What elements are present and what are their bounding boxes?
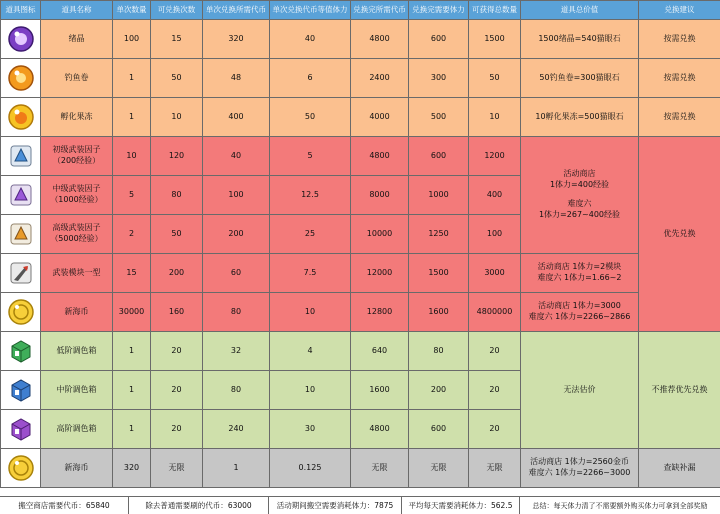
item-name: 武装模块一型 — [41, 254, 113, 293]
footer-label: 搬空商店需要代币： — [18, 500, 86, 511]
total-cost: 4800 — [351, 410, 409, 449]
cost-per-exchange: 80 — [203, 293, 270, 332]
footer-daily-stamina — [402, 497, 520, 514]
blue-dye-box-icon — [6, 375, 36, 405]
footer-total-stamina — [269, 497, 402, 514]
table-row — [1, 20, 720, 59]
header-cell: 道具图标 — [1, 1, 41, 20]
item-icon-cell — [1, 371, 41, 410]
item-name: 新海币 — [41, 449, 113, 488]
stamina-per-exchange: 4 — [270, 332, 351, 371]
header-cell: 单次兑换代币等值体力 — [270, 1, 351, 20]
total-stamina: 1500 — [409, 254, 469, 293]
footer-total-tokens — [0, 497, 129, 514]
table-row — [1, 137, 720, 176]
cost-per-exchange: 400 — [203, 98, 270, 137]
total-stamina: 1000 — [409, 176, 469, 215]
item-name: 孵化果冻 — [41, 98, 113, 137]
cost-per-exchange: 60 — [203, 254, 270, 293]
cost-per-exchange: 40 — [203, 137, 270, 176]
total-stamina: 600 — [409, 20, 469, 59]
single-qty: 10 — [113, 137, 151, 176]
total-stamina: 200 — [409, 371, 469, 410]
total-stamina: 无限 — [409, 449, 469, 488]
header-cell: 可获得总数量 — [469, 1, 521, 20]
exchange-times: 200 — [151, 254, 203, 293]
green-dye-box-icon — [6, 336, 36, 366]
footer-value: 65840 — [86, 501, 110, 510]
value-line: 活动商店 — [522, 169, 637, 180]
item-icon-cell — [1, 98, 41, 137]
exchange-times: 20 — [151, 371, 203, 410]
total-stamina: 300 — [409, 59, 469, 98]
total-qty: 20 — [469, 332, 521, 371]
value-line: 难度六 — [522, 199, 637, 210]
item-name: 高阶调色箱 — [41, 410, 113, 449]
exchange-times: 10 — [151, 98, 203, 137]
summary-footer — [0, 496, 720, 514]
table-row — [1, 332, 720, 371]
exchange-advice: 按需兑换 — [639, 59, 720, 98]
item-name: 中级武装因子（1000经验） — [41, 176, 113, 215]
armor-module-icon — [6, 258, 36, 288]
value-line: 难度六 1体力=2266~2866 — [522, 312, 637, 323]
item-value: 10孵化果冻=500猫眼石 — [521, 98, 639, 137]
exchange-times: 20 — [151, 332, 203, 371]
total-stamina: 600 — [409, 410, 469, 449]
total-cost: 10000 — [351, 215, 409, 254]
single-qty: 15 — [113, 254, 151, 293]
item-icon-cell — [1, 293, 41, 332]
last-value-cell — [521, 449, 639, 488]
total-cost: 4000 — [351, 98, 409, 137]
total-cost: 4800 — [351, 137, 409, 176]
total-stamina: 600 — [409, 137, 469, 176]
stamina-per-exchange: 30 — [270, 410, 351, 449]
footer-value: 每天体力清了不需要额外购买体力可拿到全部奖励 — [554, 501, 708, 511]
gold-armor-factor-icon — [6, 219, 36, 249]
total-stamina: 1600 — [409, 293, 469, 332]
footer-summary — [520, 497, 720, 514]
total-cost: 640 — [351, 332, 409, 371]
item-icon-cell — [1, 254, 41, 293]
item-icon-cell — [1, 332, 41, 371]
purple-armor-factor-icon — [6, 180, 36, 210]
footer-value: 7875 — [374, 501, 393, 510]
stamina-per-exchange: 50 — [270, 98, 351, 137]
stamina-per-exchange: 0.125 — [270, 449, 351, 488]
single-qty: 1 — [113, 332, 151, 371]
orange-orb-icon — [6, 63, 36, 93]
total-qty: 无限 — [469, 449, 521, 488]
header-cell: 单次数量 — [113, 1, 151, 20]
total-stamina: 1250 — [409, 215, 469, 254]
total-cost: 4800 — [351, 20, 409, 59]
stamina-per-exchange: 12.5 — [270, 176, 351, 215]
header-cell: 兑换建议 — [639, 1, 720, 20]
red-advice: 优先兑换 — [639, 137, 720, 332]
cost-per-exchange: 200 — [203, 215, 270, 254]
item-name: 中阶调色箱 — [41, 371, 113, 410]
total-cost: 12000 — [351, 254, 409, 293]
footer-label: 活动期间搬空需要消耗体力： — [277, 500, 375, 511]
item-name: 低阶调色箱 — [41, 332, 113, 371]
coin-value-cell — [521, 293, 639, 332]
stamina-per-exchange: 7.5 — [270, 254, 351, 293]
value-line: 1体力=400经验 — [522, 180, 637, 191]
footer-value: 63000 — [228, 501, 252, 510]
total-qty: 50 — [469, 59, 521, 98]
cost-per-exchange: 320 — [203, 20, 270, 59]
single-qty: 1 — [113, 59, 151, 98]
item-icon-cell — [1, 176, 41, 215]
total-cost: 8000 — [351, 176, 409, 215]
item-name: 新海币 — [41, 293, 113, 332]
module-value-cell — [521, 254, 639, 293]
single-qty: 1 — [113, 98, 151, 137]
stamina-per-exchange: 5 — [270, 137, 351, 176]
total-cost: 12800 — [351, 293, 409, 332]
table-row — [1, 449, 720, 488]
exchange-times: 50 — [151, 59, 203, 98]
item-icon-cell — [1, 449, 41, 488]
item-name: 初级武装因子（200经验） — [41, 137, 113, 176]
green-advice: 不推荐优先兑换 — [639, 332, 720, 449]
header-cell: 单次兑换所需代币 — [203, 1, 270, 20]
exchange-times: 无限 — [151, 449, 203, 488]
header-cell: 道具总价值 — [521, 1, 639, 20]
item-icon-cell — [1, 20, 41, 59]
item-icon-cell — [1, 410, 41, 449]
header-cell: 兑换完需要体力 — [409, 1, 469, 20]
exchange-times: 50 — [151, 215, 203, 254]
total-cost: 1600 — [351, 371, 409, 410]
header-cell: 可兑换次数 — [151, 1, 203, 20]
total-cost: 2400 — [351, 59, 409, 98]
footer-tokens-excluding-normal — [129, 497, 269, 514]
item-icon-cell — [1, 215, 41, 254]
exchange-times: 15 — [151, 20, 203, 59]
new-sea-coin-icon — [6, 453, 36, 483]
purple-crystal-orb-icon — [6, 24, 36, 54]
single-qty: 30000 — [113, 293, 151, 332]
single-qty: 100 — [113, 20, 151, 59]
value-line: 活动商店 1体力=2560金币 — [522, 457, 637, 468]
cost-per-exchange: 80 — [203, 371, 270, 410]
total-qty: 10 — [469, 98, 521, 137]
green-value: 无法估价 — [521, 332, 639, 449]
exchange-times: 20 — [151, 410, 203, 449]
total-qty: 400 — [469, 176, 521, 215]
total-qty: 3000 — [469, 254, 521, 293]
exchange-times: 120 — [151, 137, 203, 176]
total-stamina: 500 — [409, 98, 469, 137]
header-cell: 兑换完所需代币 — [351, 1, 409, 20]
value-line: 活动商店 1体力=2模块 — [522, 262, 637, 273]
table-row — [1, 254, 720, 293]
cost-per-exchange: 32 — [203, 332, 270, 371]
item-icon-cell — [1, 59, 41, 98]
header-row — [1, 1, 720, 20]
footer-label: 除去普通需要刷的代币： — [145, 500, 228, 511]
total-qty: 1500 — [469, 20, 521, 59]
single-qty: 320 — [113, 449, 151, 488]
cost-per-exchange: 100 — [203, 176, 270, 215]
stamina-per-exchange: 25 — [270, 215, 351, 254]
single-qty: 5 — [113, 176, 151, 215]
total-qty: 100 — [469, 215, 521, 254]
cost-per-exchange: 1 — [203, 449, 270, 488]
exchange-advice: 按需兑换 — [639, 98, 720, 137]
value-line: 难度六 1体力=2266~3000 — [522, 468, 637, 479]
exchange-advice: 按需兑换 — [639, 20, 720, 59]
table-row — [1, 59, 720, 98]
exchange-times: 160 — [151, 293, 203, 332]
table-row — [1, 98, 720, 137]
item-value: 50钓鱼卷=300猫眼石 — [521, 59, 639, 98]
total-qty: 20 — [469, 371, 521, 410]
header-cell: 道具名称 — [41, 1, 113, 20]
single-qty: 1 — [113, 371, 151, 410]
item-icon-cell — [1, 137, 41, 176]
total-stamina: 80 — [409, 332, 469, 371]
total-cost: 无限 — [351, 449, 409, 488]
blue-armor-factor-icon — [6, 141, 36, 171]
single-qty: 2 — [113, 215, 151, 254]
value-line: 1体力=267~400经验 — [522, 210, 637, 221]
item-value: 1500绪晶=540猫眼石 — [521, 20, 639, 59]
stamina-per-exchange: 40 — [270, 20, 351, 59]
armor-factor-value-cell — [521, 137, 639, 254]
stamina-per-exchange: 6 — [270, 59, 351, 98]
table-row — [1, 293, 720, 332]
exchange-times: 80 — [151, 176, 203, 215]
item-name: 高级武装因子（5000经验） — [41, 215, 113, 254]
item-name: 绪晶 — [41, 20, 113, 59]
footer-label: 总结： — [533, 501, 554, 511]
total-qty: 4800000 — [469, 293, 521, 332]
footer-value: 562.5 — [491, 501, 512, 510]
single-qty: 1 — [113, 410, 151, 449]
stamina-per-exchange: 10 — [270, 371, 351, 410]
total-qty: 20 — [469, 410, 521, 449]
value-line: 活动商店 1体力=3000 — [522, 301, 637, 312]
new-sea-coin-icon — [6, 297, 36, 327]
cost-per-exchange: 48 — [203, 59, 270, 98]
golden-orb-icon — [6, 102, 36, 132]
stamina-per-exchange: 10 — [270, 293, 351, 332]
footer-label: 平均每天需要消耗体力： — [409, 500, 492, 511]
total-qty: 1200 — [469, 137, 521, 176]
item-name: 钓鱼卷 — [41, 59, 113, 98]
value-line: 难度六 1体力=1.66~2 — [522, 273, 637, 284]
cost-per-exchange: 240 — [203, 410, 270, 449]
exchange-advice: 查缺补漏 — [639, 449, 720, 488]
purple-dye-box-icon — [6, 414, 36, 444]
